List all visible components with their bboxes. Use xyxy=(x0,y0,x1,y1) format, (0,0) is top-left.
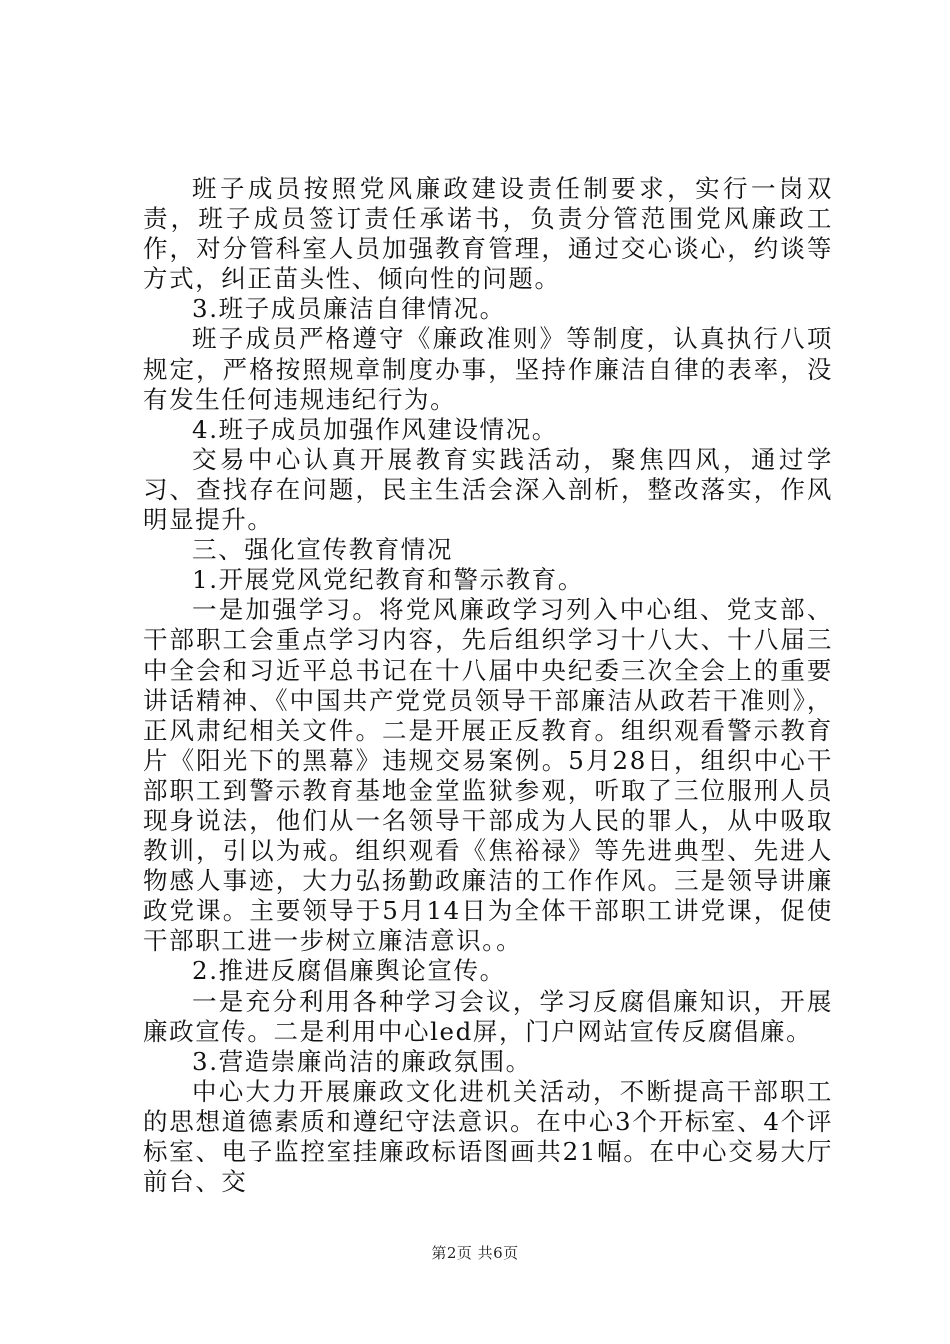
heading-work-style: 4.班子成员加强作风建设情况。 xyxy=(192,414,558,444)
paragraph-atmosphere: 中心大力开展廉政文化进机关活动，不断提高干部职工的思想道德素质和遵纪守法意识。在中心3个开标室、4个评标室、电子监控室挂廉政标语图画共21幅。在中心交易大厅前台、交 xyxy=(143,1076,833,1197)
page-number: 第2页 共6页 xyxy=(431,1244,519,1262)
paragraph-work-style: 交易中心认真开展教育实践活动，聚焦四风，通过学习、查找存在问题，民主生活会深入剖析，整改落实，作风明显提升。 xyxy=(143,444,833,535)
paragraph-warning-education: 一是加强学习。将党风廉政学习列入中心组、党支部、干部职工会重点学习内容，先后组织学习十八大、十八届三中全会和习近平总书记在十八届中央纪委三次全会上的重要讲话精神、《中国共产党党员领导干部廉洁从政若干准则》，正风肃纪相关文件。二是开展正反教育。组织观看警示教育片《阳光下的黑幕》违规交易案例。5月28日，组织中心干部职工到警示教育基地金堂监狱参观，听取了三位服刑人员现身说法，他们从一名领导干部成为人民的罪人，从中吸取教训，引以为戒。组织观看《焦裕禄》等先进典型、先进人物感人事迹，大力弘扬勤政廉洁的工作作风。三是领导讲廉政党课。主要领导于5月14日为全体干部职工讲党课，促使干部职工进一步树立廉洁意识。。 xyxy=(143,595,833,956)
heading-public-opinion: 2.推进反腐倡廉舆论宣传。 xyxy=(192,956,506,986)
heading-warning-education: 1.开展党风党纪教育和警示教育。 xyxy=(192,565,584,595)
heading-self-discipline: 3.班子成员廉洁自律情况。 xyxy=(192,294,506,324)
section-heading-publicity: 三、强化宣传教育情况 xyxy=(192,535,453,565)
paragraph-public-opinion: 一是充分利用各种学习会议，学习反腐倡廉知识，开展廉政宣传。二是利用中心led屏，门户网站宣传反腐倡廉。 xyxy=(143,986,833,1046)
document-body xyxy=(143,174,833,1197)
paragraph-responsibility: 班子成员按照党风廉政建设责任制要求，实行一岗双责，班子成员签订责任承诺书，负责分管范围党风廉政工作，对分管科室人员加强教育管理，通过交心谈心，约谈等方式，纠正苗头性、倾向性的问题。 xyxy=(143,174,833,294)
heading-atmosphere: 3.营造崇廉尚洁的廉政氛围。 xyxy=(192,1046,532,1076)
paragraph-self-discipline: 班子成员严格遵守《廉政准则》等制度，认真执行八项规定，严格按照规章制度办事，坚持作廉洁自律的表率，没有发生任何违规违纪行为。 xyxy=(143,324,833,414)
